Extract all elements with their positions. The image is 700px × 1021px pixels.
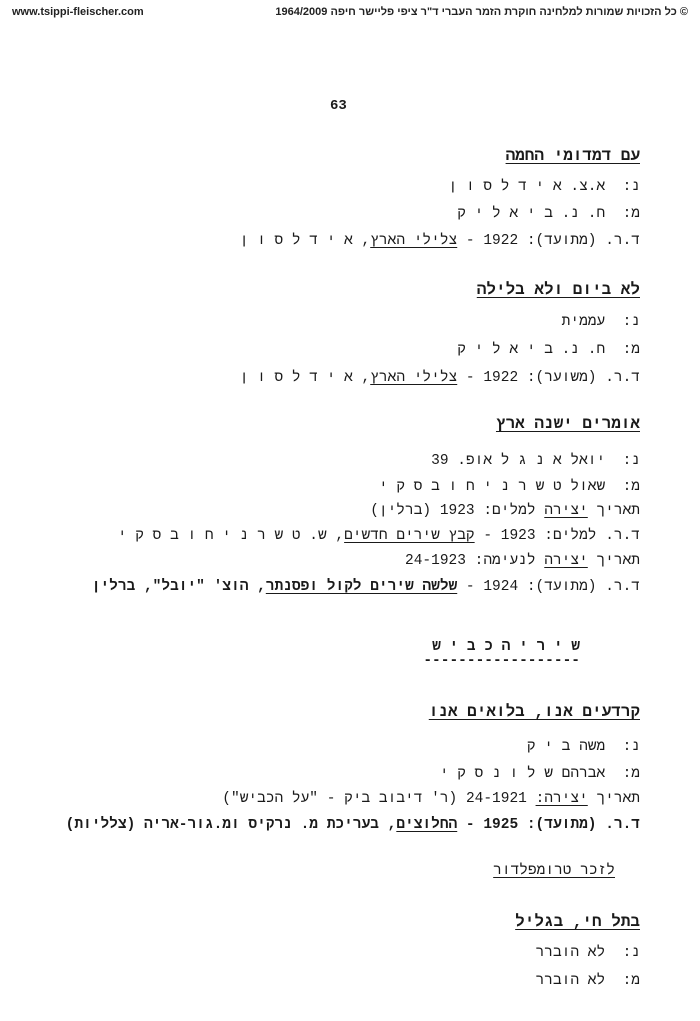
line-label: תאריך bbox=[596, 791, 640, 807]
line-label: ד.ר. bbox=[605, 817, 640, 833]
line-rest: , בעריכת מ. נרקיס ומ.גור-אריה (צלליות) bbox=[65, 817, 397, 833]
line-label: נ: bbox=[622, 179, 640, 195]
line-text: ח. נ. ב י א ל י ק bbox=[457, 206, 606, 222]
lyricist-line bbox=[457, 341, 640, 359]
section-heading-rule: ------------------ bbox=[423, 653, 580, 669]
line-label: נ: bbox=[622, 945, 640, 961]
line-label: מ: bbox=[622, 206, 640, 222]
lyricist-line bbox=[457, 205, 640, 223]
line-label: נ: bbox=[622, 314, 640, 330]
lyricist-line bbox=[379, 478, 640, 496]
lyricist-line bbox=[440, 765, 640, 783]
line-label: ד.ר. bbox=[605, 579, 640, 595]
line-label: מ: bbox=[622, 973, 640, 989]
line-rest: , א י ד ל ס ו ן bbox=[239, 233, 371, 249]
song-title: לא ביום ולא בלילה bbox=[476, 281, 640, 299]
line-rest: , הוצ' "יובל", ברלין bbox=[91, 579, 266, 595]
line-label: ד.ר. bbox=[605, 233, 640, 249]
line-text: יואל א נ ג ל אופ. 39 bbox=[431, 453, 606, 469]
source-title: צלילי הארץ bbox=[370, 370, 458, 386]
song-title: עם דמדומי החמה bbox=[505, 147, 640, 165]
website-url[interactable]: www.tsippi-fleischer.com bbox=[12, 6, 144, 18]
line-text: (מתועד): 1922 - bbox=[457, 233, 597, 249]
line-text: שאול ט ש ר נ י ח ו ב ס ק י bbox=[378, 479, 606, 495]
song-title: אומרים ישנה ארץ bbox=[495, 415, 640, 433]
line-label: תאריך bbox=[596, 553, 640, 569]
line-text: אברהם ש ל ו נ ס ק י bbox=[439, 766, 606, 782]
line-label: מ: bbox=[622, 479, 640, 495]
line-text: משה ב י ק bbox=[526, 739, 606, 755]
copyright-notice: © כל הזכויות שמורות למלחינה חוקרת הזמר העברי ד"ר ציפי פליישר חיפה 1964/2009 bbox=[275, 6, 688, 18]
creation-label: יצירה bbox=[544, 553, 588, 569]
source-title: החלוצים bbox=[396, 817, 458, 833]
page-number: 63 bbox=[330, 98, 347, 114]
lyricist-line bbox=[536, 972, 640, 990]
composer-line bbox=[562, 313, 640, 331]
source-title: קבץ שירים חדשים bbox=[344, 528, 475, 544]
creation-date-line bbox=[370, 502, 640, 520]
line-label: מ: bbox=[622, 342, 640, 358]
line-label: ד.ר. bbox=[605, 370, 640, 386]
line-text: 24-1921 (ר' דיבוב ביק - "על הכביש") bbox=[222, 791, 536, 807]
line-text: למלים: 1923 (ברלין) bbox=[370, 503, 545, 519]
creation-label: יצירה bbox=[544, 503, 588, 519]
line-text: לנעימה: 24-1923 bbox=[405, 553, 545, 569]
composer-line bbox=[431, 452, 640, 470]
print-line bbox=[66, 816, 640, 834]
creation-date-line bbox=[222, 790, 640, 808]
line-rest: , ש. ט ש ר נ י ח ו ב ס ק י bbox=[117, 528, 345, 544]
line-label: מ: bbox=[622, 766, 640, 782]
composer-line bbox=[449, 178, 640, 196]
line-label: נ: bbox=[622, 739, 640, 755]
line-text: (מתועד): 1925 - bbox=[457, 817, 597, 833]
print-line bbox=[92, 578, 640, 596]
composer-line bbox=[527, 738, 640, 756]
print-line bbox=[118, 527, 640, 545]
line-text: לא הוברר bbox=[535, 973, 606, 989]
line-rest: , א י ד ל ס ו ן bbox=[239, 370, 371, 386]
line-text: ח. נ. ב י א ל י ק bbox=[457, 342, 606, 358]
line-text: למלים: 1923 - bbox=[474, 528, 597, 544]
line-label: נ: bbox=[622, 453, 640, 469]
song-title: קרדעים אנו, בלואים אנו bbox=[428, 703, 640, 721]
line-text: (משוער): 1922 - bbox=[457, 370, 597, 386]
song-title: בתל חי, בגליל bbox=[515, 913, 640, 931]
line-text: לא הוברר bbox=[535, 945, 606, 961]
line-text: עממית bbox=[561, 314, 606, 330]
source-title: צלילי הארץ bbox=[370, 233, 458, 249]
line-text: (מתועד): 1924 - bbox=[457, 579, 597, 595]
line-label: תאריך bbox=[596, 503, 640, 519]
print-line bbox=[240, 369, 640, 387]
print-line bbox=[240, 232, 640, 250]
composer-line bbox=[536, 944, 640, 962]
creation-label: יצירה: bbox=[535, 791, 588, 807]
memorial-heading: לזכר טרומפלדור bbox=[493, 863, 615, 879]
creation-date-line bbox=[405, 552, 640, 570]
section-heading: ש י ר י ה כ ב י ש bbox=[432, 639, 580, 655]
line-label: ד.ר. bbox=[605, 528, 640, 544]
source-title: שלשה שירים לקול ופסנתר bbox=[265, 579, 458, 595]
line-text: א.צ. א י ד ל ס ו ן bbox=[448, 179, 606, 195]
